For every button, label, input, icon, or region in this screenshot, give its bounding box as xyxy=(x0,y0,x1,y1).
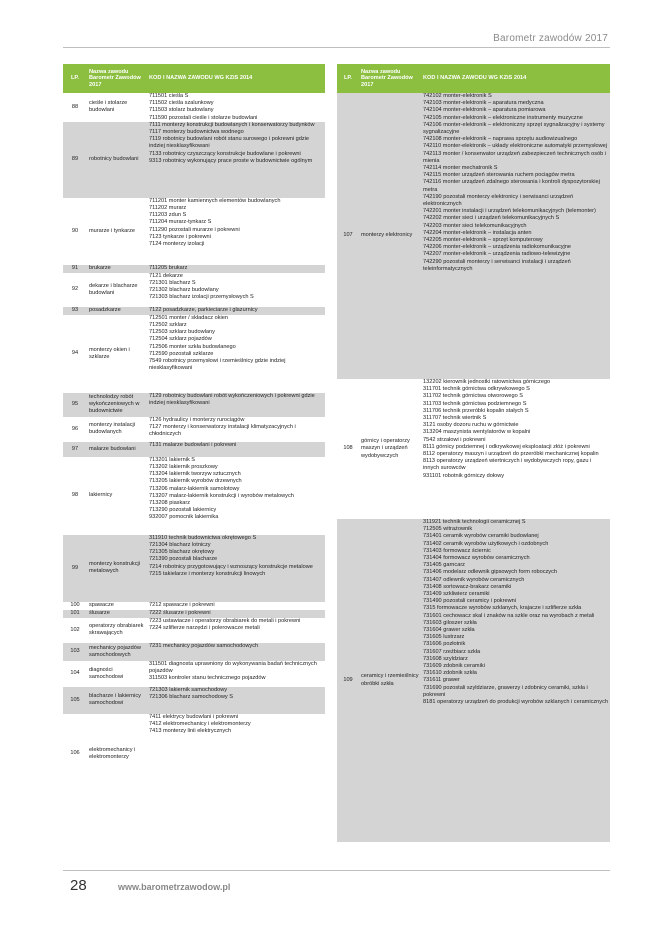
code-entry: 7223 ustawiacze i operatorzy obrabiarek do metali i pokrewni xyxy=(149,617,301,624)
code-entry: 742203 monter sieci telekomunikacyjnych xyxy=(423,222,527,229)
code-entry: 711204 murarz-tynkarz S xyxy=(149,219,212,226)
code-entry: 731402 ceramik wyrobów użytkowych i ozdobnych xyxy=(423,540,549,547)
row-occupation-name: elektromechanicy i elektromonterzy xyxy=(87,714,147,794)
footer-url: www.barometrzawodow.pl xyxy=(118,882,231,892)
row-occupation-name: malarze budowlani xyxy=(87,442,147,457)
code-entry: 931101 robotnik górniczy dołowy xyxy=(423,472,505,479)
right-occupation-table xyxy=(337,64,610,842)
row-codes xyxy=(421,93,610,379)
table-row xyxy=(63,198,325,265)
code-entry: 731407 odlewnik wyrobów ceramicznych xyxy=(423,576,525,583)
table-row xyxy=(337,93,610,379)
code-entry: 9313 robotnicy wykonujący prace proste w budownictwie ogólnym xyxy=(149,157,313,164)
col-lp-header: LP. xyxy=(63,64,87,93)
code-entry: 7212 spawacze i pokrewni xyxy=(149,601,215,608)
code-entry: 721303 blacharz izolacji przemysłowych S xyxy=(149,294,254,301)
row-codes xyxy=(147,122,325,198)
row-occupation-name: lakiernicy xyxy=(87,457,147,535)
code-entry: 712501 monter / składacz okien xyxy=(149,314,228,321)
code-entry: 742105 monter-elektronik – elektroniczne instrumenty muzyczne xyxy=(423,114,583,121)
code-entry: 711503 stolarz budowlany xyxy=(149,107,214,114)
row-codes xyxy=(147,198,325,265)
code-entry: 713290 pozostali lakiernicy xyxy=(149,507,217,514)
row-codes xyxy=(147,442,325,457)
row-lp: 103 xyxy=(63,643,87,661)
row-codes xyxy=(421,379,610,519)
code-entry: 7214 robotnicy przygotowujący i wznoszący konstrukcje metalowe xyxy=(149,563,313,570)
row-codes xyxy=(147,618,325,643)
header-title: Barometr zawodów 2017 xyxy=(493,33,608,44)
code-entry: 731603 giloszer szkła xyxy=(423,619,477,626)
col-name-header: Nazwa zawodu Barometr Zawodów 2017 xyxy=(359,64,421,93)
code-entry: 712502 szklarz xyxy=(149,322,187,329)
right-table-body xyxy=(337,93,610,842)
code-entry: 731609 zdobnik ceramiki xyxy=(423,663,485,670)
table-row xyxy=(63,93,325,122)
row-lp: 95 xyxy=(63,393,87,417)
code-entry: 712503 szklarz budowlany xyxy=(149,329,215,336)
code-entry: 8111 górnicy podziemnej i odkrywkowej eksploatacji złóż i pokrewni xyxy=(423,443,590,450)
code-entry: 721301 blacharz S xyxy=(149,280,196,287)
col-codes-header: KOD I NAZWA ZAWODU WG KZiS 2014 xyxy=(147,64,325,93)
row-lp: 88 xyxy=(63,93,87,122)
code-entry: 731690 pozostali szyldziarze, grawerzy i zdobnicy ceramiki, szkła i pokrewni xyxy=(423,684,588,698)
table-row xyxy=(63,273,325,307)
code-entry: 731601 cechowacz skal i znaków na szkle oraz na wyrobach z metali xyxy=(423,612,595,619)
code-entry: 742207 monter-elektronik – urządzenia radiowo-telewizyjne xyxy=(423,251,571,258)
code-entry: 713208 piaskarz xyxy=(149,500,191,507)
code-entry: 7123 tynkarze i pokrewni xyxy=(149,233,211,240)
code-entry: 7131 malarze budowlani i pokrewni xyxy=(149,441,237,448)
code-entry: 7222 ślusarze i pokrewni xyxy=(149,609,211,616)
code-entry: 7542 strzałowi i pokrewni xyxy=(423,436,486,443)
code-entry: 711203 zdun S xyxy=(149,212,187,219)
row-lp: 98 xyxy=(63,457,87,535)
table-row xyxy=(63,315,325,393)
code-entry: 742103 monter-elektronik – aparatura medyczna xyxy=(423,100,544,107)
code-entry: 7411 elektrycy budowlani i pokrewni xyxy=(149,713,239,720)
row-lp: 100 xyxy=(63,602,87,610)
code-entry: 7133 robotnicy czyszczący konstrukcje budowlane i pokrewni xyxy=(149,150,301,157)
code-entry: 731404 formowacz wyrobów ceramicznych xyxy=(423,555,530,562)
code-entry: 721303 lakiernik samochodowy xyxy=(149,686,228,693)
header-divider xyxy=(63,47,610,48)
code-entry: 731611 grawer xyxy=(423,677,460,684)
row-codes xyxy=(147,417,325,442)
code-entry: 711501 cieśla S xyxy=(149,93,189,99)
row-occupation-name: spawacze xyxy=(87,602,147,610)
code-entry: 311706 technik przeróbki kopalin stałych S xyxy=(423,407,529,414)
row-codes xyxy=(147,457,325,535)
table-row xyxy=(63,535,325,602)
code-entry: 731490 pozostali ceramicy i pokrewni xyxy=(423,598,516,605)
code-entry: 742190 pozostali monterzy elektronicy i serwisanci urządzeń elektronicznych xyxy=(423,193,574,208)
code-entry: 8181 operatorzy urządzeń do produkcji wyrobów szklanych i ceramicznych xyxy=(423,699,608,706)
code-entry: 7124 monterzy izolacji xyxy=(149,241,205,248)
code-entry: 721306 blacharz samochodowy S xyxy=(149,694,233,701)
row-lp: 104 xyxy=(63,661,87,687)
code-entry: 8113 operatorzy urządzeń wiertniczych i wydobywczych ropy, gazu i innych surowców xyxy=(423,458,592,472)
row-codes xyxy=(147,273,325,307)
table-row xyxy=(63,661,325,687)
row-lp: 92 xyxy=(63,273,87,307)
row-occupation-name: posadzkarze xyxy=(87,307,147,315)
code-entry: 7119 robotnicy budowlani robót stanu surowego i pokrewni gdzie indziej niesklasyfikowani xyxy=(149,136,310,150)
code-entry: 731607 rzeźbiarz szkła xyxy=(423,648,481,655)
code-entry: 712505 witrażownik xyxy=(423,526,473,533)
code-entry: 721305 blacharz okrętowy xyxy=(149,549,215,556)
row-occupation-name: górnicy i operatorzy maszyn i urządzeń wydobywczych xyxy=(359,379,421,519)
code-entry: 731406 modelarz odlewnik gipsowych form roboczych xyxy=(423,569,558,576)
table-row xyxy=(63,643,325,661)
code-entry: 742201 monter instalacji i urządzeń telekomunikacyjnych (telemonter) xyxy=(423,208,596,215)
table-row xyxy=(63,602,325,610)
row-lp: 105 xyxy=(63,687,87,714)
code-entry: 713204 lakiernik tworzyw sztucznych xyxy=(149,471,241,478)
code-entry: 311501 diagnosta uprawniony do wykonywania badań technicznych pojazdów xyxy=(149,660,317,675)
code-entry: 742204 monter-elektronik – instalacja anten xyxy=(423,229,532,236)
row-codes xyxy=(147,602,325,610)
code-entry: 932007 pomocnik lakiernika xyxy=(149,514,219,521)
code-entry: 731403 formowacz ściernic xyxy=(423,547,491,554)
code-entry: 713207 malarz-lakiernik konstrukcji i wyrobów metalowych xyxy=(149,492,294,499)
code-entry: 311921 technik technologii ceramicznej S xyxy=(423,519,526,525)
code-entry: 742205 monter-elektronik – sprzęt komputerowy xyxy=(423,237,543,244)
row-codes xyxy=(421,519,610,842)
code-entry: 313204 maszynista wentylatorów w kopalni xyxy=(423,429,531,436)
row-occupation-name: ceramicy i rzemieślnicy obróbki szkła xyxy=(359,519,421,842)
code-entry: 721302 blacharz budowlany xyxy=(149,287,219,294)
row-lp: 91 xyxy=(63,265,87,273)
code-entry: 731606 pozłotnik xyxy=(423,641,466,648)
row-codes xyxy=(147,687,325,714)
table-row xyxy=(63,265,325,273)
row-codes xyxy=(147,610,325,618)
row-occupation-name: monterzy elektronicy xyxy=(359,93,421,379)
row-lp: 101 xyxy=(63,610,87,618)
row-lp: 97 xyxy=(63,442,87,457)
row-occupation-name: dekarze i blacharze budowlani xyxy=(87,273,147,307)
left-occupation-table xyxy=(63,64,325,794)
code-entry: 7111 monterzy konstrukcji budowlanych i konserwatorzy budynków xyxy=(149,121,315,128)
code-entry: 8112 operatorzy maszyn i urządzeń do przeróbki mechanicznej kopalin xyxy=(423,451,599,458)
code-entry: 731405 garncarz xyxy=(423,562,465,569)
code-entry: 711205 brukarz xyxy=(149,264,188,271)
code-entry: 711202 murarz xyxy=(149,205,187,212)
code-entry: 311701 technik górnictwa odkrywkowego S xyxy=(423,386,530,393)
table-row xyxy=(63,618,325,643)
row-occupation-name: robotnicy budowlani xyxy=(87,122,147,198)
code-entry: 712590 pozostali szklarze xyxy=(149,350,214,357)
code-entry: 731409 szkliwierz ceramiki xyxy=(423,591,490,598)
row-codes xyxy=(147,643,325,661)
code-entry: 721390 pozostali blacharze xyxy=(149,556,218,563)
row-occupation-name: diagności samochodowi xyxy=(87,661,147,687)
code-entry: 712504 szklarz pojazdów xyxy=(149,336,212,343)
code-entry: 7129 robotnicy budowlani robót wykończeniowych i pokrewni gdzie indziej niesklasyfikowani xyxy=(149,392,315,407)
code-entry: 311910 technik budownictwa okrętowego S xyxy=(149,534,257,541)
code-entry: 711290 pozostali murarze i pokrewni xyxy=(149,226,240,233)
code-entry: 742108 monter-elektronik – naprawa sprzętu audiowizualnego xyxy=(423,136,578,143)
row-lp: 90 xyxy=(63,198,87,265)
col-codes-header: KOD I NAZWA ZAWODU WG KZiS 2014 xyxy=(421,64,610,93)
col-lp-header: LP. xyxy=(337,64,359,93)
left-table-body xyxy=(63,93,325,794)
code-entry: 742115 monter urządzeń sterowania ruchem pociągów metra xyxy=(423,172,575,179)
row-codes xyxy=(147,714,325,794)
code-entry: 713201 lakiernik S xyxy=(149,456,196,463)
row-lp: 102 xyxy=(63,618,87,643)
code-entry: 742110 monter-elektronik – układy elektroniczne automatyki przemysłowej xyxy=(423,143,607,150)
table-row xyxy=(63,714,325,794)
code-entry: 7126 hydraulicy i monterzy rurociągów xyxy=(149,416,245,423)
row-occupation-name: cieśle i stolarze budowlani xyxy=(87,93,147,122)
table-row xyxy=(63,457,325,535)
table-row xyxy=(337,519,610,842)
code-entry: 742113 monter / konserwator urządzeń zabezpieczeń technicznych osób i mienia xyxy=(423,150,607,164)
table-row xyxy=(63,307,325,315)
table-row xyxy=(63,610,325,618)
code-entry: 713205 lakiernik wyrobów drzewnych xyxy=(149,478,242,485)
row-occupation-name: mechanicy pojazdów samochodowych xyxy=(87,643,147,661)
code-entry: 731604 grawer szkła xyxy=(423,627,475,634)
code-entry: 731408 sortowacz-brakarz ceramiki xyxy=(423,583,512,590)
code-entry: 311702 technik górnictwa otworowego S xyxy=(423,393,524,400)
code-entry: 7121 dekarze xyxy=(149,272,183,279)
table-row xyxy=(63,417,325,442)
code-entry: 7117 monterzy budownictwa wodnego xyxy=(149,129,244,136)
table-row xyxy=(63,442,325,457)
row-lp: 99 xyxy=(63,535,87,602)
row-lp: 93 xyxy=(63,307,87,315)
row-occupation-name: blacharze i lakiernicy samochodowi xyxy=(87,687,147,714)
code-entry: 7224 szlifierze narzędzi i polerowacze metali xyxy=(149,625,260,632)
code-entry: 731608 szyldziarz xyxy=(423,655,468,662)
row-lp: 107 xyxy=(337,93,359,379)
code-entry: 711201 monter kamiennych elementów budowlanych xyxy=(149,197,281,204)
row-codes xyxy=(147,93,325,122)
code-entry: 742202 monter sieci i urządzeń telekomunikacyjnych S xyxy=(423,215,560,222)
row-occupation-name: monterzy instalacji budowlanych xyxy=(87,417,147,442)
page-number: 28 xyxy=(70,877,87,894)
code-entry: 731401 ceramik wyrobów ceramiki budowlanej xyxy=(423,533,539,540)
row-occupation-name: ślusarze xyxy=(87,610,147,618)
code-entry: 742290 pozostali monterzy i serwisanci instalacji i urządzeń teleinformatycznych xyxy=(423,258,571,272)
row-occupation-name: monterzy konstrukcji metalowych xyxy=(87,535,147,602)
code-entry: 713206 malarz-lakiernik samolotowy xyxy=(149,485,240,492)
row-lp: 94 xyxy=(63,315,87,393)
code-entry: 721304 blacharz lotniczy xyxy=(149,542,211,549)
row-codes xyxy=(147,661,325,687)
code-entry: 7127 monterzy i konserwatorzy instalacji klimatyzacyjnych i chłodniczych xyxy=(149,424,296,438)
code-entry: 7413 monterzy linii elektrycznych xyxy=(149,728,232,735)
row-lp: 109 xyxy=(337,519,359,842)
code-entry: 7122 posadzkarze, parkieciarze i glazurnicy xyxy=(149,306,258,313)
code-entry: 711502 cieśla szalunkowy xyxy=(149,100,214,107)
code-entry: 311703 technik górnictwa podziemnego S xyxy=(423,400,527,407)
row-codes xyxy=(147,307,325,315)
row-lp: 89 xyxy=(63,122,87,198)
code-entry: 742102 monter-elektronik S xyxy=(423,93,492,99)
row-occupation-name: monterzy okien i szklarze xyxy=(87,315,147,393)
col-name-header: Nazwa zawodu Barometr Zawodów 2017 xyxy=(87,64,147,93)
code-entry: 742114 monter mechatronik S xyxy=(423,165,498,172)
table-row xyxy=(63,122,325,198)
row-lp: 108 xyxy=(337,379,359,519)
code-entry: 731610 zdobnik szkła xyxy=(423,670,477,677)
code-entry: 712506 monter szkła budowlanego xyxy=(149,343,236,350)
code-entry: 7231 mechanicy pojazdów samochodowych xyxy=(149,642,259,649)
code-entry: 742106 monter-elektronik – elektroniczny sprzęt sygnalizacyjny i systemy sygnalizacyjne xyxy=(423,121,605,136)
code-entry: 3121 osoby dozoru ruchu w górnictwie xyxy=(423,422,519,429)
table-row xyxy=(337,379,610,519)
row-lp: 96 xyxy=(63,417,87,442)
code-entry: 132202 kierownik jednostki ratownictwa górniczego xyxy=(423,379,551,385)
row-occupation-name: brukarze xyxy=(87,265,147,273)
row-codes xyxy=(147,265,325,273)
code-entry: 7215 takielarze i monterzy konstrukcji linowych xyxy=(149,570,266,577)
row-occupation-name: operatorzy obrabiarek skrawających xyxy=(87,618,147,643)
code-entry: 7315 formowacze wyrobów szklanych, krajacze i szlifierze szkła xyxy=(423,605,582,612)
code-entry: 713202 lakiernik proszkowy xyxy=(149,464,218,471)
code-entry: 311707 technik wiertnik S xyxy=(423,415,487,422)
code-entry: 7412 elektromechanicy i elektromonterzy xyxy=(149,721,251,728)
table-row xyxy=(63,393,325,417)
footer-divider xyxy=(63,870,610,871)
code-entry: 742206 monter-elektronik – urządzenia radiokomunikacyjne xyxy=(423,244,572,251)
row-occupation-name: technolodzy robót wykończeniowych w budownictwie xyxy=(87,393,147,417)
row-codes xyxy=(147,535,325,602)
row-occupation-name: murarze i tynkarze xyxy=(87,198,147,265)
row-codes xyxy=(147,315,325,393)
table-row xyxy=(63,687,325,714)
code-entry: 731605 lustrzarz xyxy=(423,634,465,641)
code-entry: 7549 robotnicy przemysłowi i rzemieślnicy gdzie indziej niesklasyfikowani xyxy=(149,358,286,372)
code-entry: 311503 kontroler stanu technicznego pojazdów xyxy=(149,675,266,682)
code-entry: 742104 monter-elektronik – aparatura pomiarowa xyxy=(423,107,546,114)
row-lp: 106 xyxy=(63,714,87,794)
code-entry: 711590 pozostali cieśle i stolarze budowlani xyxy=(149,114,258,121)
row-codes xyxy=(147,393,325,417)
code-entry: 742116 monter urządzeń zdalnego sterowania i kontroli dyspozytorskiej metra xyxy=(423,179,600,193)
